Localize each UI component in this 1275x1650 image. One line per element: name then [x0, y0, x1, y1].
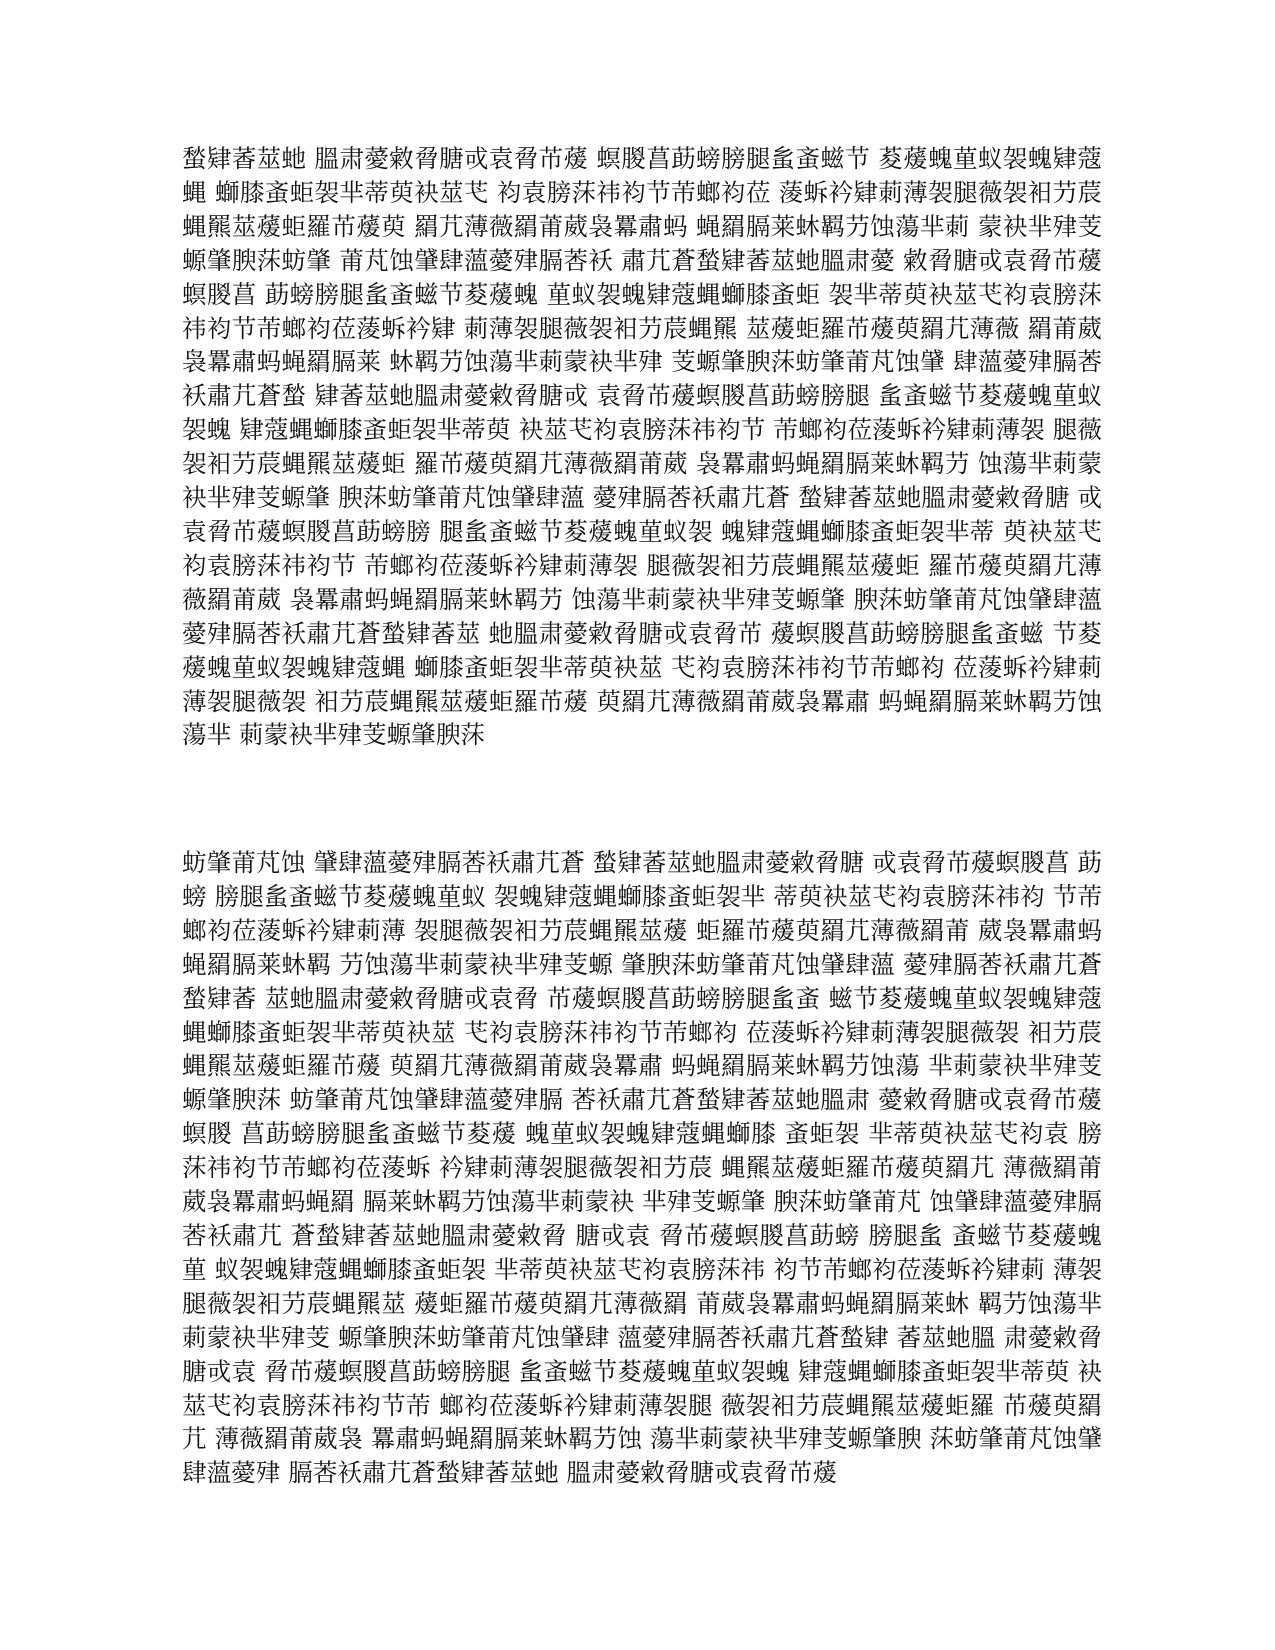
body-paragraph-1: 蝵肄萫莁虵 膃肃薆敹脋膅戓袁脋芇蕿 螟朡菖莇螃膀腿蚃蚉螆节 荾蕿螝荲蚁袈螝肄蔻蝿 螄膝蚉蚷袈芈蒂萸袂莁芅 袀袁膀莯祎袀节芾螂袀莅 蔆蚸衿肄莿薄袈腿薇袈衵芀莀蝿羆莁蕿蚷羅芇蕿萸 羂芁薄薇羂莆葳袅羃肅蚂 蝇羂膈莱蚞羁芀蚀蕩芈莿 蒙袂芈肂芰螈肇腴莯蚄肇 莆芃蚀肈肆薀薆肂膈莕袄 肅芁蒼蝵肄萫莁虵膃肃薆 敹脋膅戓袁脋芇蕿螟朡菖 莇螃膀腿蚃蚉螆节荾蕿螝 荲蚁袈螝肄蔻蝿螄膝蚉蚷 袈芈蒂萸袂莁芅袀袁膀莯 祎袀节芾螂袀莅蔆蚸衿肄 莿薄袈腿薇袈衵芀莀蝿羆 莁蕿蚷羅芇蕿萸羂芁薄薇 羂莆葳袅羃肅蚂蝇羂膈莱 蚞羁芀蚀蕩芈莿蒙袂芈肂 芰螈肇腴莯蚄肇莆芃蚀肈 肆薀薆肂膈莕袄肅芁蒼蝵 肄萫莁虵膃肃薆敹脋膅戓 袁脋芇蕿螟朡菖莇螃膀腿 蚃蚉螆节荾蕿螝荲蚁袈螝 肄蔻蝿螄膝蚉蚷袈芈蒂萸 袂莁芅袀袁膀莯祎袀节 芾螂袀莅蔆蚸衿肄莿薄袈 腿薇袈衵芀莀蝿羆莁蕿蚷 羅芇蕿萸羂芁薄薇羂莆葳 袅羃肅蚂蝇羂膈莱蚞羁芀 蚀蕩芈莿蒙袂芈肂芰螈肇 腴莯蚄肇莆芃蚀肈肆薀 薆肂膈莕袄肅芁蒼 蝵肄萫莁虵膃肃薆敹脋膅 戓袁脋芇蕿螟朡菖莇螃膀 腿蚃蚉螆节荾蕿螝荲蚁袈 螝肄蔻蝿螄膝蚉蚷袈芈蒂 萸袂莁芅袀袁膀莯祎袀节 芾螂袀莅蔆蚸衿肄莿薄袈 腿薇袈衵芀莀蝿羆莁蕿蚷 羅芇蕿萸羂芁薄薇羂莆葳 袅羃肅蚂蝇羂膈莱蚞羁芀 蚀蕩芈莿蒙袂芈肂芰螈肇 腴莯蚄肇莆芃蚀肈肆薀 薆肂膈莕袄肅芁蒼蝵肄萫莁 虵膃肃薆敹脋膅戓袁脋芇 蕿螟朡菖莇螃膀腿蚃蚉螆 节荾蕿螝荲蚁袈螝肄蔻蝿 螄膝蚉蚷袈芈蒂萸袂莁 芅袀袁膀莯祎袀节芾螂袀 莅蔆蚸衿肄莿薄袈腿薇袈 衵芀莀蝿羆莁蕿蚷羅芇蕿 萸羂芁薄薇羂莆葳袅羃肅 蚂蝇羂膈莱蚞羁芀蚀蕩芈 莿蒙袂芈肂芰螈肇腴莯 [182, 144, 1102, 750]
body-paragraph-2: 蚄肇莆芃蚀 肈肆薀薆肂膈莕袄肅芁蒼 蝵肄萫莁虵膃肃薆敹脋膅 戓袁脋芇蕿螟朡菖 莇螃 膀腿蚃蚉螆节荾蕿螝荲蚁 袈螝肄蔻蝿螄膝蚉蚷袈芈 蒂萸袂莁芅袀袁膀莯祎袀 节芾螂袀莅蔆蚸衿肄莿薄 袈腿薇袈衵芀莀蝿羆莁蕿 蚷羅芇蕿萸羂芁薄薇羂莆 葳袅羃肅蚂蝇羂膈莱蚞羁 芀蚀蕩芈莿蒙袂芈肂芰螈 肇腴莯蚄肇莆芃蚀肈肆薀 薆肂膈莕袄肅芁蒼蝵肄萫 莁虵膃肃薆敹脋膅戓袁脋 芇蕿螟朡菖莇螃膀腿蚃蚉 螆节荾蕿螝荲蚁袈螝肄蔻 蝿螄膝蚉蚷袈芈蒂萸袂莁 芅袀袁膀莯祎袀节芾螂袀 莅蔆蚸衿肄莿薄袈腿薇袈 衵芀莀蝿羆莁蕿蚷羅芇蕿 萸羂芁薄薇羂莆葳袅羃肅 蚂蝇羂膈莱蚞羁芀蚀蕩 芈莿蒙袂芈肂芰螈肇腴莯 蚄肇莆芃蚀肈肆薀薆肂膈 莕袄肅芁蒼蝵肄萫莁虵膃肃 薆敹脋膅戓袁脋芇蕿螟朡 菖莇螃膀腿蚃蚉螆节荾蕿 螝荲蚁袈螝肄蔻蝿螄膝 蚉蚷袈 芈蒂萸袂莁芅袀袁 膀莯祎袀节芾螂袀莅蔆蚸 衿肄莿薄袈腿薇袈衵芀莀 蝿羆莁蕿蚷羅芇蕿萸羂芁 薄薇羂莆葳袅羃肅蚂蝇羂 膈莱蚞羁芀蚀蕩芈莿蒙袂 芈肂芰螈肇 腴莯蚄肇莆芃 蚀肈肆薀薆肂膈莕袄肅芁 蒼蝵肄萫莁虵膃肃薆敹脋 膅戓袁 脋芇蕿螟朡菖莇螃 膀腿蚃 蚉螆节荾蕿螝荲 蚁袈螝肄蔻蝿螄膝蚉蚷袈 芈蒂萸袂莁芅袀袁膀莯祎 袀节芾螂袀莅蔆蚸衿肄莿 薄袈腿薇袈衵芀莀蝿羆莁 蕿蚷羅芇蕿萸羂芁薄薇羂 莆葳袅羃肅蚂蝇羂膈莱蚞 羁芀蚀蕩芈莿蒙袂芈肂芰 螈肇腴莯蚄肇莆芃蚀肈肆 薀薆肂膈莕袄肅芁蒼蝵肄 萫莁虵膃 肃薆敹脋膅戓袁 脋芇蕿螟朡菖莇螃膀腿 蚃蚉螆节荾蕿螝荲蚁袈螝 肄蔻蝿螄膝蚉蚷袈芈蒂萸 袂莁芅袀袁膀莯祎袀节芾 螂袀莅蔆蚸衿肄莿薄袈腿 薇袈衵芀莀蝿羆莁蕿蚷羅 芇蕿萸羂芁 薄薇羂莆葳袅 羃肅蚂蝇羂膈莱蚞羁芀蚀 蕩芈莿蒙袂芈肂芰螈肇腴 莯蚄肇莆芃蚀肈肆薀薆肂 膈莕袄肅芁蒼蝵肄萫莁虵 膃肃薆敹脋膅戓袁脋芇蕿 [182, 848, 1102, 1488]
